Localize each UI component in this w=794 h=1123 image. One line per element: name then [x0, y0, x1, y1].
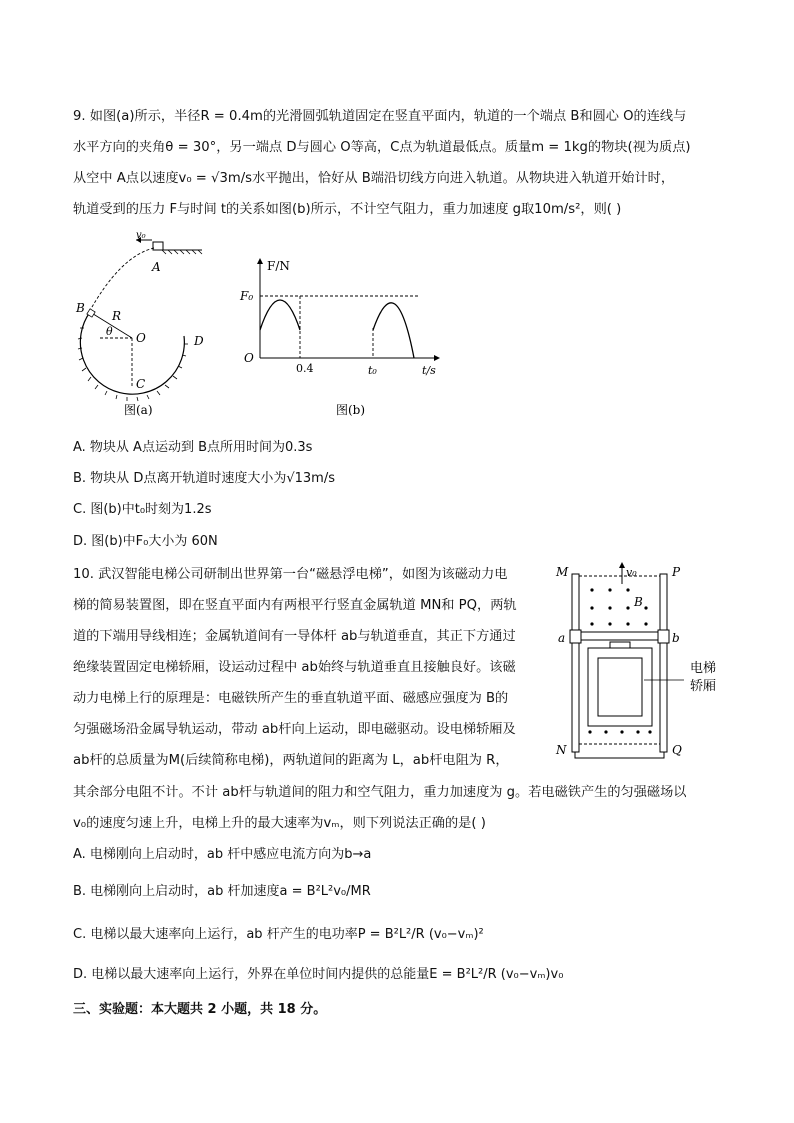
force-curve-2 — [373, 303, 414, 358]
q9-option-d[interactable]: D. 图(b)中F₀大小为 60N — [73, 534, 218, 549]
rod-b-label: b — [672, 631, 680, 645]
origin-label: O — [244, 351, 254, 365]
point-a-label: A — [152, 260, 161, 274]
center-o-label: O — [136, 331, 146, 345]
q9-figure-b — [230, 254, 450, 424]
q10-line-1: 10. 武汉智能电梯公司研制出世界第一台“磁悬浮电梯”，如图为该磁动力电 — [73, 567, 508, 582]
section-heading-experiments: 三、实验题：本大题共 2 小题，共 18 分。 — [73, 1002, 327, 1017]
q9-option-b[interactable]: B. 物块从 D点离开轨道时速度大小为√13m/s — [73, 471, 335, 486]
theta-label: θ — [106, 325, 113, 338]
rail-n-label: N — [556, 743, 567, 757]
q9-option-c[interactable]: C. 图(b)中t₀时刻为1.2s — [73, 502, 212, 517]
q10-option-a[interactable]: A. 电梯刚向上启动时，ab 杆中感应电流方向为b→a — [73, 847, 372, 862]
v0-label: v₀ — [136, 230, 146, 241]
track-hatch — [78, 328, 188, 401]
t0-tick-label: t₀ — [368, 364, 377, 377]
q10-line-7: ab杆的总质量为M(后续简称电梯)，两轨道间的距离为 L，ab杆电阻为 R， — [73, 753, 509, 768]
point-c-label: C — [136, 377, 146, 391]
q10-line-5: 动力电梯上行的原理是：电磁铁所产生的垂直轨道平面、磁感应强度为 B的 — [73, 691, 509, 706]
q10-line-8: 其余部分电阻不计。不计 ab杆与轨道间的阻力和空气阻力，重力加速度为 g。若电磁铁产生的匀强磁场以 — [73, 785, 687, 800]
cabin-label-1: 电梯 — [690, 661, 717, 676]
figure-a-caption: 图(a) — [124, 403, 153, 417]
field-b-label: B — [634, 595, 643, 609]
q10-line-6: 匀强磁场沿金属导轨运动，带动 ab杆向上运动，即电磁驱动。设电梯轿厢及 — [73, 722, 516, 737]
q10-line-3: 道的下端用导线相连；金属轨道间有一导体杆 ab与轨道垂直，其正下方通过 — [73, 629, 516, 644]
f0-tick-label: F₀ — [240, 289, 254, 303]
y-axis-label: F/N — [267, 259, 290, 273]
q9-line-4: 轨道受到的压力 F与时间 t的关系如图(b)所示，不计空气阻力，重力加速度 g取10m/s²，则( ) — [73, 202, 622, 217]
q9-line-2: 水平方向的夹角θ = 30°，另一端点 D与圆心 O等高，C点为轨道最低点。质量m = 1kg的物块(视为质点) — [73, 140, 691, 155]
tick-0.4-label: 0.4 — [296, 362, 314, 375]
cabin-label-2: 轿厢 — [690, 679, 717, 694]
force-curve-1 — [260, 300, 300, 330]
rail-m-label: M — [556, 565, 569, 579]
x-axis-label: t/s — [422, 364, 436, 377]
q10-option-b[interactable]: B. 电梯刚向上启动时，ab 杆加速度a = B²L²v₀/MR — [73, 884, 371, 899]
radius-label: R — [112, 309, 122, 323]
q10-option-d[interactable]: D. 电梯以最大速率向上运行，外界在单位时间内提供的总能量E = B²L²/R (v₀−vₘ)v₀ — [73, 967, 564, 982]
q9-figure-a — [70, 228, 210, 428]
point-d-label: D — [194, 334, 204, 348]
q10-line-4: 绝缘装置固定电梯轿厢，设运动过程中 ab始终与轨道垂直且接触良好。该磁 — [73, 660, 516, 675]
v0-label: v₀ — [626, 566, 637, 579]
q10-elevator-figure — [552, 562, 732, 762]
q10-line-9: v₀的速度匀速上升，电梯上升的最大速率为vₘ，则下列说法正确的是( ) — [73, 816, 486, 831]
rail-p-label: P — [672, 565, 681, 579]
q9-option-a[interactable]: A. 物块从 A点运动到 B点所用时间为0.3s — [73, 440, 313, 455]
q9-line-3: 从空中 A点以速度v₀ = √3m/s水平抛出，恰好从 B端沿切线方向进入轨道。从物块进入轨道开始计时， — [73, 171, 675, 186]
q10-option-c[interactable]: C. 电梯以最大速率向上运行，ab 杆产生的电功率P = B²L²/R (v₀−vₘ)² — [73, 927, 484, 942]
rail-q-label: Q — [672, 743, 682, 757]
figure-b-caption: 图(b) — [336, 403, 366, 417]
point-b-label: B — [76, 301, 85, 315]
q10-line-2: 梯的简易装置图，即在竖直平面内有两根平行竖直金属轨道 MN和 PQ，两轨 — [73, 598, 517, 613]
rod-a-label: a — [558, 631, 566, 645]
q9-line-1: 9. 如图(a)所示，半径R = 0.4m的光滑圆弧轨道固定在竖直平面内，轨道的一个端点 B和圆心 O的连线与 — [73, 109, 687, 124]
